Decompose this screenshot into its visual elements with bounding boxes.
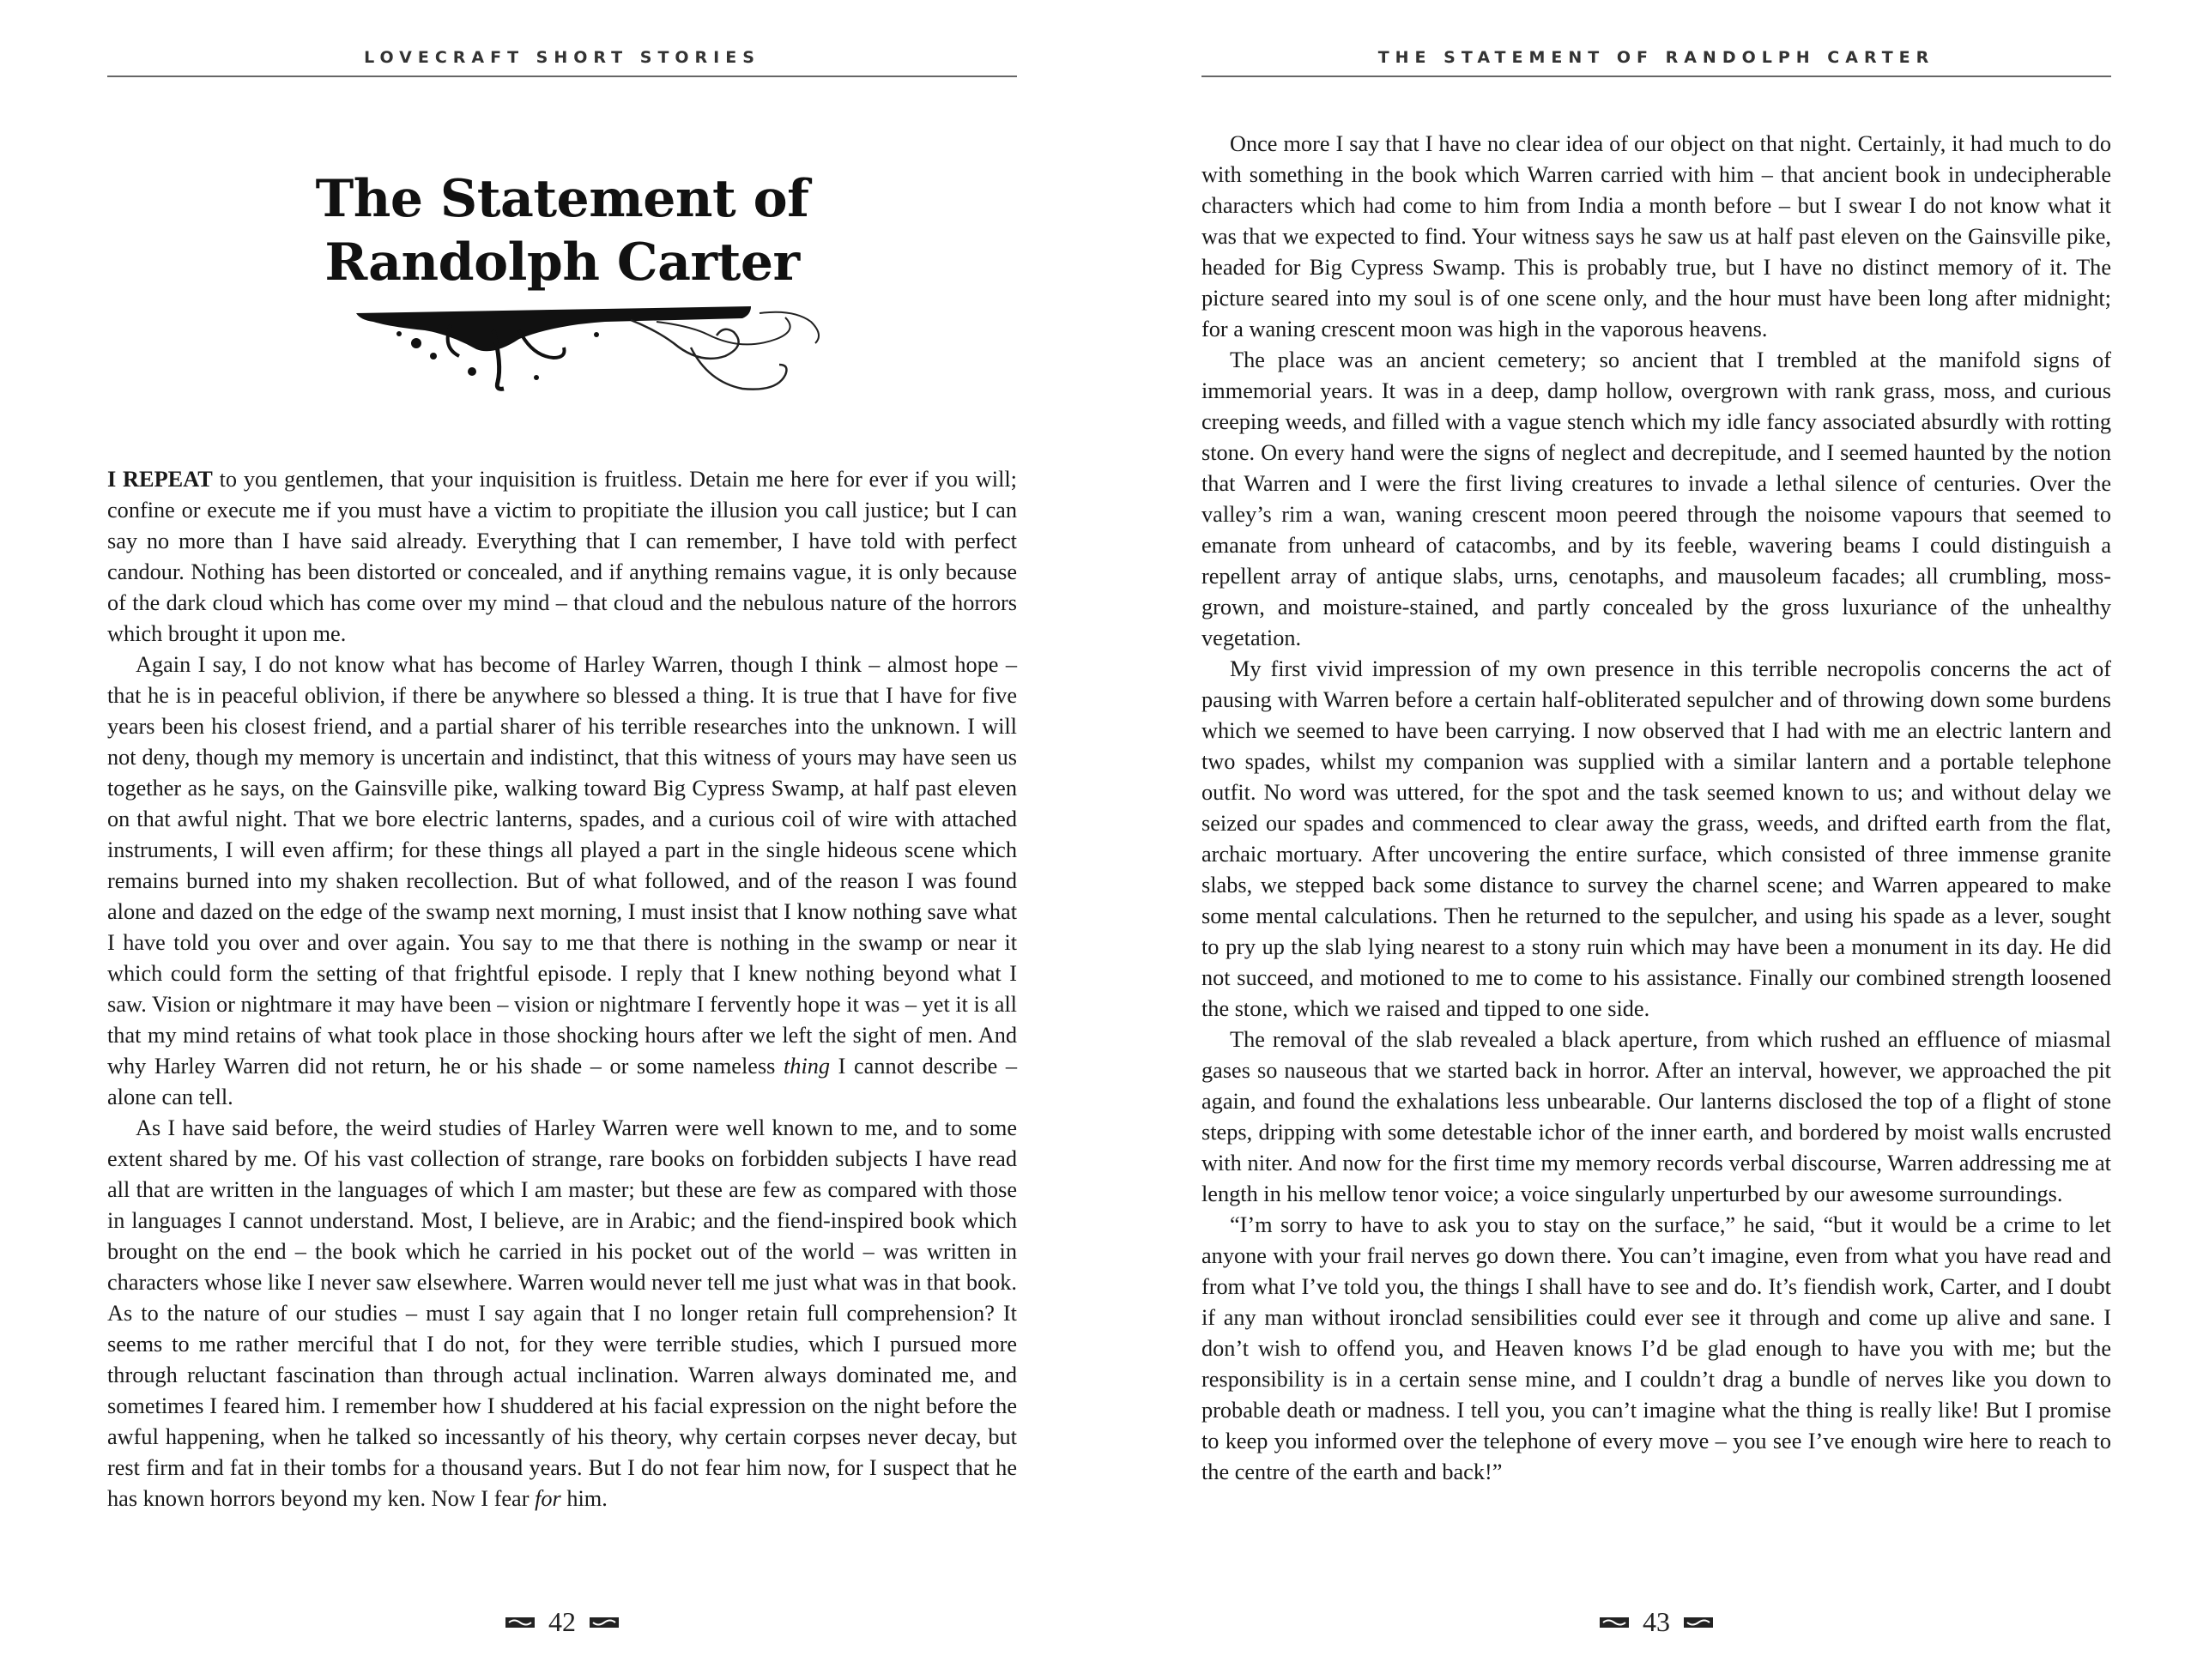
paragraph	[107, 1113, 1017, 1514]
paragraph-text: him.	[560, 1486, 608, 1511]
page-number: 43	[1643, 1606, 1670, 1637]
paragraph: The removal of the slab revealed a black aperture, from which rushed an effluence of miasmal gases so nauseous that we started back in horror. After an interval, however, we approached the pit again, and found the exhalations less unbearable. Our lanterns disclosed the top of a flight of stone steps, dripping with some detestable ichor of the inner earth, and bordered by moist walls encrusted with niter. And now for the first time my memory records verbal discourse, Warren addressing me at length in his mellow tenor voice; a voice singularly unperturbed by our awesome surroundings.	[1201, 1027, 2111, 1206]
paragraph-text: to you gentlemen, that your inquisition is fruitless. Detain me here for ever if you will; confine or execute me if you must have a victim to propitiate the illusion you call justice; but I can say no more than I have said already. Everything that I can remember, I have told with perfect candour. Nothing has been distorted or concealed, and if anything remains vague, it is only because of the dark cloud which has come over my mind – that cloud and the nebulous nature of the horrors which brought it upon me.	[107, 467, 1017, 646]
chapter-title	[107, 167, 1017, 294]
page-number-right	[1201, 1606, 2111, 1638]
paragraph-lead: I REPEAT	[107, 467, 213, 492]
paragraph	[107, 464, 1017, 650]
paragraph-text: As I have said before, the weird studies of Harley Warren were well known to me, and to some extent shared by me. Of his vast collection of strange, rare books on forbidden subjects I have read all that are written in the languages of which I am master; but these are few as compared with those in languages I cannot understand. Most, I believe, are in Arabic; and the fiend-inspired book which brought on the end – the book which he carried in his pocket out of the world – was written in characters whose like I never saw elsewhere. Warren would never tell me just what was in that book. As to the nature of our studies – must I say again that I no longer retain full comprehension? It seems to me rather merciful that I do not, for they were terrible studies, which I pursued more through reluctant fascination than through actual inclination. Warren always dominated me, and sometimes I feared him. I remember how I shuddered at his facial expression on the night before the awful happening, when he talked so incessantly of his theory, why certain corpses never decay, but rest firm and fat in their tombs for a thousand years. But I do not fear him now, for I suspect that he has known horrors beyond my ken. Now I fear	[107, 1115, 1017, 1511]
paragraph	[107, 650, 1017, 1113]
paragraph-text: I cannot describe – alone can tell.	[107, 1054, 1017, 1109]
chapter-title-line2: Randolph Carter	[324, 233, 800, 293]
folio-ornament-icon	[1600, 1616, 1629, 1629]
folio-ornament-icon	[590, 1616, 619, 1629]
paragraph-text: Again I say, I do not know what has become of Harley Warren, though I think – almost hope – that he is in peaceful oblivion, if there be anywhere so blessed a thing. It is true that I have for five years been his closest friend, and a partial sharer of his terrible researches into the unknown. I will not deny, though my memory is uncertain and indistinct, that this witness of yours may have seen us together as he says, on the Gainsville pike, walking toward Big Cypress Swamp, at half past eleven on that awful night. That we bore electric lanterns, spades, and a curious coil of wire with attached instruments, I will even affirm; for these things all played a part in the single hideous scene which remains burned into my shaken recollection. But of what followed, and of the reason I was found alone and dazed on the edge of the swamp next morning, I must insist that I know nothing save what I have told you over and over again. You say to me that there is nothing in the swamp or near it which could form the setting of that frightful episode. I reply that I knew nothing beyond what I saw. Vision or nightmare it may have been – vision or nightmare I fervently hope it was – yet it is all that my mind retains of what took place in those shocking hours after we left the sight of men. And why Harley Warren did not return, he or his shade – or some nameless	[107, 652, 1017, 1079]
left-body-text	[107, 464, 1017, 1514]
emphasis: thing	[784, 1054, 831, 1079]
left-page	[107, 0, 1017, 1680]
right-body-text	[1201, 129, 2111, 1488]
paragraph: Once more I say that I have no clear idea of our object on that night. Certainly, it had much to do with something in the book which Warren carried with him – that ancient book in undecipherable characters which had come to him from India a month before – but I swear I do not know what it was that we expected to find. Your witness says he saw us at half past eleven on the Gainsville pike, headed for Big Cypress Swamp. This is probably true, but I have no distinct memory of it. The picture seared into my soul is of one scene only, and the hour must have been long after midnight; for a waning crescent moon was high in the vaporous heavens.	[1201, 131, 2111, 341]
page-number-left	[107, 1606, 1017, 1638]
running-head-left: LOVECRAFT SHORT STORIES	[107, 48, 1017, 77]
emphasis: for	[535, 1486, 561, 1511]
running-head-right: THE STATEMENT OF RANDOLPH CARTER	[1201, 48, 2111, 77]
ink-splash-ornament-icon	[348, 296, 897, 399]
folio-ornament-icon	[505, 1616, 535, 1629]
page-number: 42	[548, 1606, 576, 1637]
right-page	[1201, 0, 2111, 1680]
paragraph: “I’m sorry to have to ask you to stay on the surface,” he said, “but it would be a crime to let anyone with your frail nerves go down there. You can’t imagine, even from what you have read and from what I’ve told you, the things I shall have to see and do. It’s fiendish work, Carter, and I doubt if any man without ironclad sensibilities could ever see it through and come up alive and sane. I don’t wish to offend you, and Heaven knows I’d be glad enough to have you with me; but the responsibility is in a certain sense mine, and I couldn’t drag a bundle of nerves like you down to probable death or madness. I tell you, you can’t imagine what the thing is really like! But I promise to keep you informed over the telephone of every move – you see I’ve enough wire here to reach to the centre of the earth and back!”	[1201, 1212, 2111, 1484]
paragraph: The place was an ancient cemetery; so ancient that I trembled at the manifold signs of immemorial years. It was in a deep, damp hollow, overgrown with rank grass, moss, and curious creeping weeds, and filled with a vague stench which my idle fancy associated absurdly with rotting stone. On every hand were the signs of neglect and decrepitude, and I seemed haunted by the notion that Warren and I were the first living creatures to invade a lethal silence of centuries. Over the valley’s rim a wan, waning crescent moon peered through the noisome vapours that seemed to emanate from unheard of catacombs, and by its feeble, wavering beams I could distinguish a repellent array of antique slabs, urns, cenotaphs, and mausoleum facades; all crumbling, moss-grown, and moisture-stained, and partly concealed by the gross luxuriance of the unhealthy vegetation.	[1201, 347, 2111, 650]
folio-ornament-icon	[1684, 1616, 1713, 1629]
paragraph: My first vivid impression of my own presence in this terrible necropolis concerns the act of pausing with Warren before a certain half-obliterated sepulcher and of throwing down some burdens which we seemed to have been carrying. I now observed that I had with me an electric lantern and two spades, whilst my companion was supplied with a similar lantern and a portable telephone outfit. No word was uttered, for the spot and the task seemed known to us; and without delay we seized our spades and commenced to clear away the grass, weeds, and drifted earth from the flat, archaic mortuary. After uncovering the entire surface, which consisted of three immense granite slabs, we stepped back some distance to survey the charnel scene; and Warren appeared to make some mental calculations. Then he returned to the sepulcher, and using his spade as a lever, sought to pry up the slab lying nearest to a stony ruin which may have been a monument in its day. He did not succeed, and motioned to me to come to his assistance. Finally our combined strength loosened the stone, which we raised and tipped to one side.	[1201, 656, 2111, 1021]
chapter-title-line1: The Statement of	[315, 169, 809, 229]
